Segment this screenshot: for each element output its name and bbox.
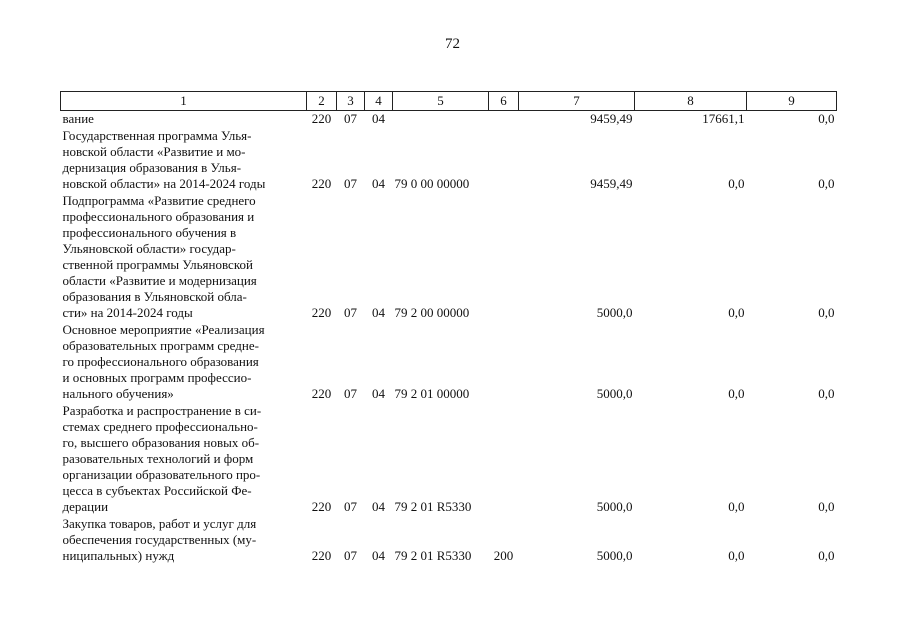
- amount-col-8: 0,0: [728, 386, 745, 401]
- row-name-line: цесса в субъектах Российской Фе-: [62, 483, 252, 498]
- table-row: [61, 403, 837, 516]
- table-header-row: [61, 92, 837, 111]
- row-name: [61, 111, 307, 129]
- row-name-line: дерации: [62, 499, 109, 514]
- amount-col-7: 5000,0: [596, 386, 633, 401]
- table-row: [61, 111, 837, 129]
- row-name-line: Подпрограмма «Развитие среднего: [62, 193, 256, 208]
- amount-col-7: 5000,0: [596, 499, 633, 514]
- amount-col-9: 0,0: [818, 176, 835, 191]
- target-article-code: 79 2 00 00000: [394, 305, 470, 320]
- amount-col-7: 9459,49: [590, 111, 633, 126]
- target-article-code: 79 2 01 00000: [394, 386, 470, 401]
- amount-col-9: 0,0: [818, 499, 835, 514]
- row-name-line: го, высшего образования новых об-: [62, 435, 260, 450]
- row-name-line: образования в Ульяновской обла-: [62, 289, 247, 304]
- row-name-line: организации образовательного про-: [62, 467, 261, 482]
- amount-col-9: 0,0: [818, 111, 835, 126]
- amount-col-8: 17661,1: [702, 111, 745, 126]
- section-code: 07: [344, 111, 357, 126]
- ministry-code: 220: [311, 386, 332, 401]
- table-row: [61, 516, 837, 565]
- column-header-4: 4: [365, 92, 393, 111]
- target-article-code: 79 2 01 R5330: [394, 548, 472, 563]
- row-name: [61, 403, 307, 516]
- amount-col-9: 0,0: [818, 305, 835, 320]
- expense-type-code: [489, 193, 519, 322]
- amount-col-7: 5000,0: [596, 305, 633, 320]
- ministry-code: 220: [311, 305, 332, 320]
- target-article-code: 79 0 00 00000: [394, 176, 470, 191]
- amount-col-8: 0,0: [728, 176, 745, 191]
- row-name-line: ственной программы Ульяновской: [62, 257, 253, 272]
- column-header-1: 1: [61, 92, 307, 111]
- row-name-line: Основное мероприятие «Реализация: [62, 322, 265, 337]
- row-name-line: профессионального обучения в: [62, 225, 237, 240]
- row-name: [61, 193, 307, 322]
- row-name: [61, 516, 307, 565]
- row-name-line: Разработка и распространение в си-: [62, 403, 262, 418]
- row-name-line: образовательных программ средне-: [62, 338, 259, 353]
- target-article-code: [393, 111, 489, 129]
- column-header-7: 7: [519, 92, 635, 111]
- row-name-line: новской области «Развитие и мо-: [62, 144, 246, 159]
- ministry-code: 220: [311, 499, 332, 514]
- amount-col-8: 0,0: [728, 305, 745, 320]
- row-name-line: Ульяновской области» государ-: [62, 241, 236, 256]
- column-header-9: 9: [747, 92, 837, 111]
- section-code: 07: [344, 386, 357, 401]
- subsection-code: 04: [372, 111, 385, 126]
- row-name: [61, 322, 307, 403]
- column-header-6: 6: [489, 92, 519, 111]
- amount-col-7: 5000,0: [596, 548, 633, 563]
- ministry-code: 220: [311, 111, 332, 126]
- row-name-line: профессионального образования и: [62, 209, 255, 224]
- subsection-code: 04: [372, 305, 385, 320]
- row-name-line: области «Развитие и модернизация: [62, 273, 257, 288]
- row-name-line: Государственная программа Улья-: [62, 128, 252, 143]
- expense-type-code: 200: [493, 548, 514, 563]
- row-name-line: сти» на 2014-2024 годы: [62, 305, 193, 320]
- expense-type-code: [489, 128, 519, 193]
- row-name-line: дернизация образования в Улья-: [62, 160, 242, 175]
- budget-table: [60, 91, 837, 565]
- subsection-code: 04: [372, 548, 385, 563]
- ministry-code: 220: [311, 176, 332, 191]
- target-article-code: 79 2 01 R5330: [394, 499, 472, 514]
- expense-type-code: [489, 322, 519, 403]
- row-name-line: Закупка товаров, работ и услуг для: [62, 516, 257, 531]
- column-header-3: 3: [337, 92, 365, 111]
- row-name-line: разовательных технологий и форм: [62, 451, 254, 466]
- column-header-2: 2: [307, 92, 337, 111]
- row-name-line: нального обучения»: [62, 386, 174, 401]
- row-name-line: обеспечения государственных (му-: [62, 532, 257, 547]
- row-name-line: го профессионального образования: [62, 354, 259, 369]
- row-name-line: стемах среднего профессионально-: [62, 419, 258, 434]
- table-row: [61, 322, 837, 403]
- row-name-line: и основных программ профессио-: [62, 370, 252, 385]
- table-row: [61, 193, 837, 322]
- subsection-code: 04: [372, 386, 385, 401]
- column-header-8: 8: [635, 92, 747, 111]
- table-row: [61, 128, 837, 193]
- section-code: 07: [344, 499, 357, 514]
- row-name-line: ниципальных) нужд: [62, 548, 175, 563]
- page-number: 72: [445, 36, 460, 52]
- amount-col-9: 0,0: [818, 548, 835, 563]
- section-code: 07: [344, 176, 357, 191]
- ministry-code: 220: [311, 548, 332, 563]
- section-code: 07: [344, 548, 357, 563]
- subsection-code: 04: [372, 176, 385, 191]
- expense-type-code: [489, 111, 519, 129]
- amount-col-7: 9459,49: [590, 176, 633, 191]
- amount-col-9: 0,0: [818, 386, 835, 401]
- row-name-line: новской области» на 2014-2024 годы: [62, 176, 266, 191]
- subsection-code: 04: [372, 499, 385, 514]
- row-name: [61, 128, 307, 193]
- amount-col-8: 0,0: [728, 548, 745, 563]
- row-name-line: вание: [62, 111, 94, 126]
- column-header-5: 5: [393, 92, 489, 111]
- table-body: [61, 111, 837, 566]
- section-code: 07: [344, 305, 357, 320]
- expense-type-code: [489, 403, 519, 516]
- amount-col-8: 0,0: [728, 499, 745, 514]
